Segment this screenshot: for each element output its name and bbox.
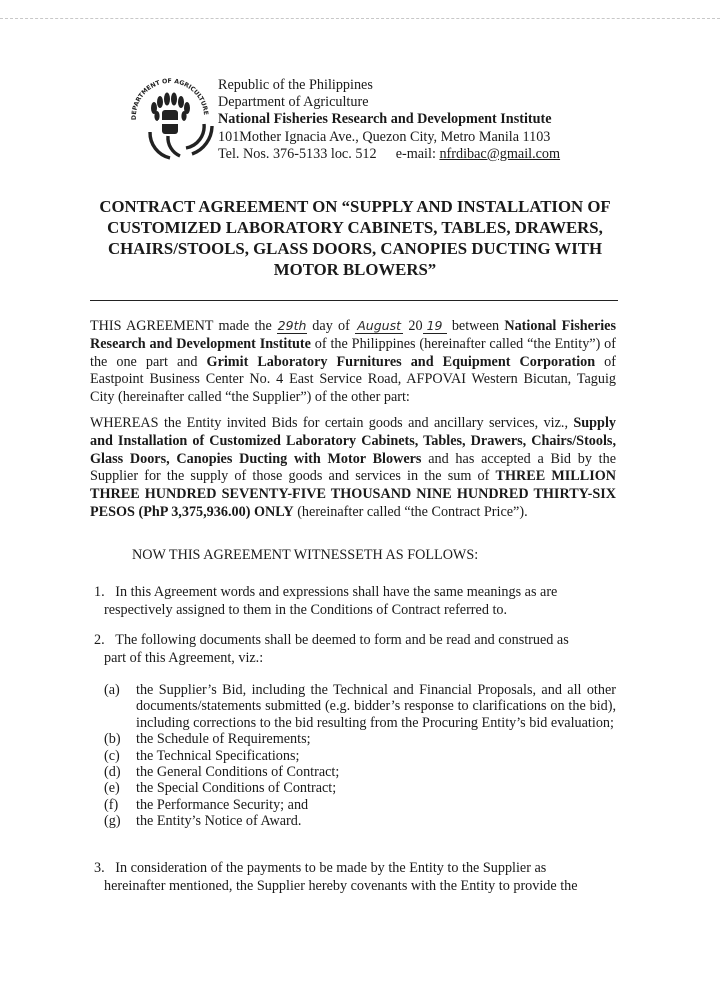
list-item-text: the General Conditions of Contract; xyxy=(136,764,340,781)
clause-1 xyxy=(90,584,616,620)
clause-1-number: 1. xyxy=(94,584,105,600)
list-item xyxy=(104,813,616,829)
clause-3-text-rest: hereinafter mentioned, the Supplier hereby covenants with the Entity to provide the xyxy=(104,877,578,894)
clause-1-text-first: In this Agreement words and expressions shall have the same meanings as are xyxy=(115,584,558,600)
letterhead xyxy=(218,77,560,163)
clause-2 xyxy=(90,632,616,668)
agreement-text-c: 20 xyxy=(403,318,423,334)
whereas-paragraph xyxy=(90,415,616,522)
list-item-text: the Entity’s Notice of Award. xyxy=(136,813,302,830)
clause-2-text-rest: part of this Agreement, viz.: xyxy=(104,649,264,666)
seal-text: DEPARTMENT OF AGRICULTURE xyxy=(130,77,210,121)
list-item xyxy=(104,764,616,780)
list-item-text: the Technical Specifications; xyxy=(136,747,300,764)
procured-goods: Supply and Installation of Customized Laboratory Cabinets, Tables, Drawers, Chairs/Stools, Glass Doors, Canopies Ducting with Motor Blowers xyxy=(90,415,616,467)
list-item-label: (g) xyxy=(104,813,121,830)
agreement-text-a: THIS AGREEMENT made the xyxy=(90,318,278,334)
list-item-label: (b) xyxy=(104,731,121,748)
witnesseth-heading: NOW THIS AGREEMENT WITNESSETH AS FOLLOWS: xyxy=(132,547,479,563)
list-item-text: the Performance Security; and xyxy=(136,796,309,813)
supplier-name: Grimit Laboratory Furnitures and Equipment Corporation xyxy=(206,353,596,370)
list-item-text: the Supplier’s Bid, including the Technical and Financial Proposals, and all other documents/statements submitted (e.g. bidder’s response to clarifications on the bid), including corrections to the bid resulting from the Procuring Entity’s bid evaluation; xyxy=(136,682,616,731)
agreement-text-e: of the Philippines (hereinafter called “the Entity”) of the one part and xyxy=(90,335,616,370)
list-item xyxy=(104,682,616,731)
list-item xyxy=(104,780,616,796)
clause-2-number: 2. xyxy=(94,632,105,648)
list-item-text: the Schedule of Requirements; xyxy=(136,731,311,748)
contract-amount: THREE MILLION THREE HUNDRED SEVENTY-FIVE THOUSAND NINE HUNDRED THIRTY-SIX PESOS (PhP 3,375,936.00) ONLY xyxy=(90,468,617,520)
agreement-text-b: day of xyxy=(307,318,356,334)
clause-2-document-list xyxy=(104,682,616,830)
title-divider xyxy=(90,300,618,301)
clause-2-text-first: The following documents shall be deemed to form and be read and construed as xyxy=(115,632,569,648)
agreement-paragraph xyxy=(90,318,616,407)
list-item-label: (e) xyxy=(104,780,120,797)
list-item-label: (d) xyxy=(104,764,121,781)
clause-3-text-first: In consideration of the payments to be made by the Entity to the Supplier as xyxy=(115,860,547,876)
letterhead-institute: National Fisheries Research and Development Institute xyxy=(218,111,552,128)
whereas-text-b: and has accepted a Bid by the Supplier for the supply of those goods and services in the sum of xyxy=(90,450,616,485)
letterhead-email-label: e-mail: xyxy=(395,145,440,162)
clause-3-number: 3. xyxy=(94,860,105,876)
contract-title: CONTRACT AGREEMENT ON “SUPPLY AND INSTALLATION OF CUSTOMIZED LABORATORY CABINETS, TABLES, DRAWERS, CHAIRS/STOOLS, GLASS DOORS, CANOPIES DUCTING WITH MOTOR BLOWERS” xyxy=(99,197,611,279)
list-item-label: (f) xyxy=(104,796,119,813)
list-item xyxy=(104,748,616,764)
list-item xyxy=(104,731,616,747)
agreement-text-d: between xyxy=(446,318,505,334)
letterhead-tel: Tel. Nos. 376-5133 loc. 512 xyxy=(218,145,377,162)
list-item-label: (a) xyxy=(104,682,120,698)
agreement-text-f: of Eastpoint Business Center No. 4 East Service Road, AFPOVAI Western Bicutan, Taguig City (hereinafter called “the Supplier”) of the other part: xyxy=(90,353,616,406)
whereas-text-a: WHEREAS the Entity invited Bids for certain goods and ancillary services, viz., xyxy=(90,415,574,431)
entity-name: National Fisheries Research and Development Institute xyxy=(90,318,616,352)
handwritten-day: 29th xyxy=(277,318,307,333)
handwritten-month: August xyxy=(357,318,401,333)
list-item-label: (c) xyxy=(104,747,120,764)
department-of-agriculture-seal-icon xyxy=(124,70,216,162)
letterhead-department: Department of Agriculture xyxy=(218,94,369,111)
clause-1-text-rest: respectively assigned to them in the Conditions of Contract referred to. xyxy=(104,601,508,618)
scan-edge-line xyxy=(0,18,720,19)
letterhead-contact xyxy=(218,146,560,163)
whereas-text-c: (hereinafter called “the Contract Price”). xyxy=(293,503,528,520)
letterhead-email-link[interactable]: nfrdibac@gmail.com xyxy=(439,145,561,162)
handwritten-year: 19 xyxy=(426,318,443,333)
letterhead-address: 101Mother Ignacia Ave., Quezon City, Metro Manila 1103 xyxy=(218,128,551,145)
list-item xyxy=(104,797,616,813)
letterhead-republic: Republic of the Philippines xyxy=(218,77,373,93)
clause-3 xyxy=(90,860,616,896)
list-item-text: the Special Conditions of Contract; xyxy=(136,780,337,797)
